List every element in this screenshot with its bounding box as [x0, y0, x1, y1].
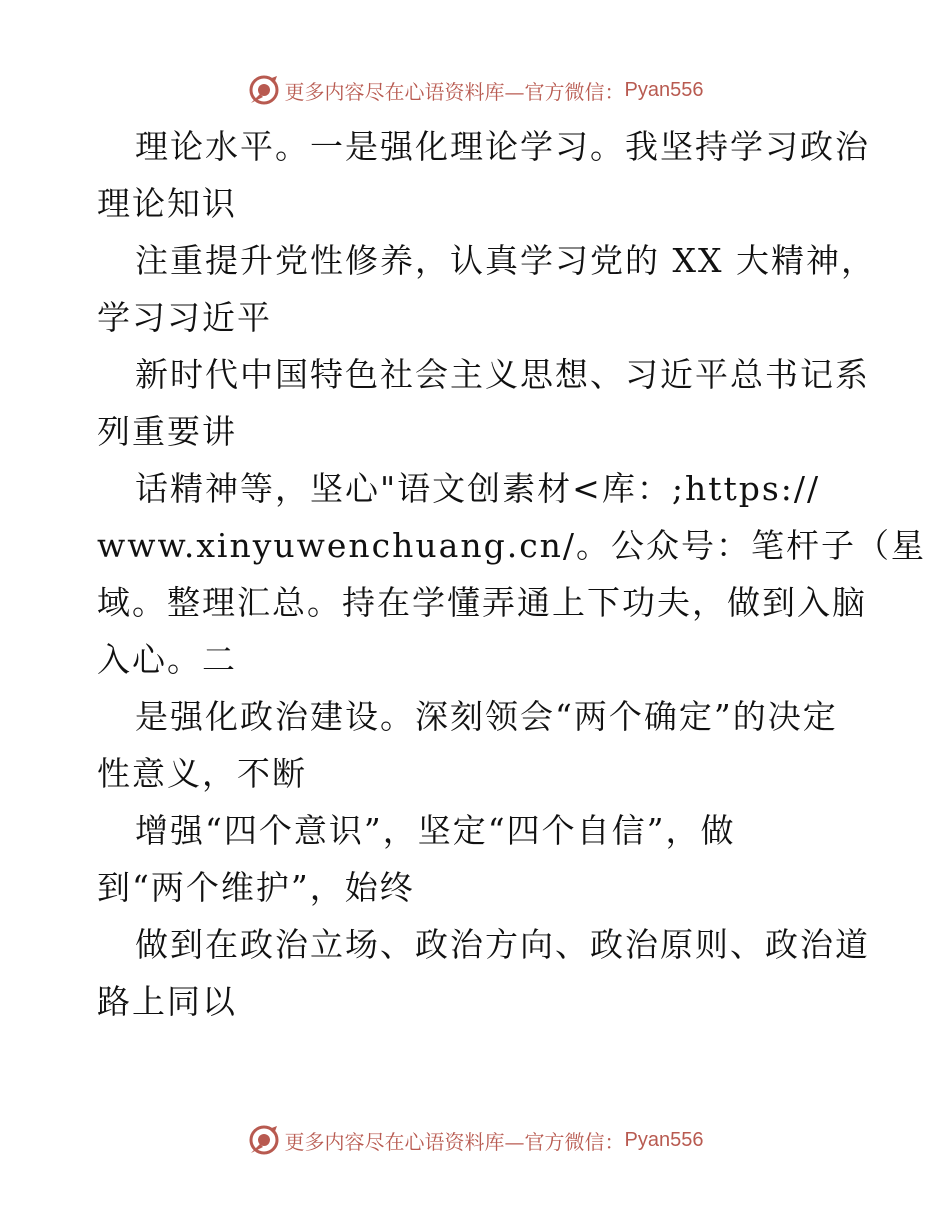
text-line: 域。整理汇总。持在学懂弄通上下功夫，做到入脑	[97, 583, 867, 622]
text-line: 新时代中国特色社会主义思想、习近平总书记系	[135, 355, 870, 394]
footer-banner	[0, 1120, 950, 1160]
banner-handle: Pyan556	[624, 1128, 704, 1151]
text-line: 入心。二	[97, 640, 237, 679]
banner-text: 更多内容尽在心语资料库—官方微信：	[284, 79, 625, 104]
text-line: 学习习近平	[97, 298, 272, 337]
text-line: 注重提升党性修养，认真学习党的 XX 大精神，	[135, 241, 876, 280]
text-line: 理论知识	[97, 184, 237, 223]
header-banner	[0, 70, 950, 110]
text-line: 列重要讲	[97, 412, 237, 451]
pen-logo-icon	[247, 73, 281, 107]
text-line: 理论水平。一是强化理论学习。我坚持学习政治	[135, 127, 870, 166]
pen-logo-icon	[247, 1123, 281, 1157]
text-line: 做到在政治立场、政治方向、政治原则、政治道	[135, 925, 870, 964]
text-line: www.xinyuwenchuang.cn/。公众号：笔杆子（星	[97, 526, 927, 565]
banner-text: 更多内容尽在心语资料库—官方微信：	[284, 1129, 625, 1154]
text-line: 是强化政治建设。深刻领会“两个确定”的决定	[135, 697, 838, 736]
text-line: 增强“四个意识”，坚定“四个自信”，做	[135, 811, 736, 850]
text-line: 路上同以	[97, 982, 237, 1021]
banner-handle: Pyan556	[624, 78, 704, 101]
document-body	[97, 118, 927, 1030]
text-line: 性意义，不断	[97, 754, 307, 793]
text-line: 话精神等，坚心"语文创素材<库：;https://	[135, 469, 821, 508]
text-line: 到“两个维护”，始终	[97, 868, 415, 907]
